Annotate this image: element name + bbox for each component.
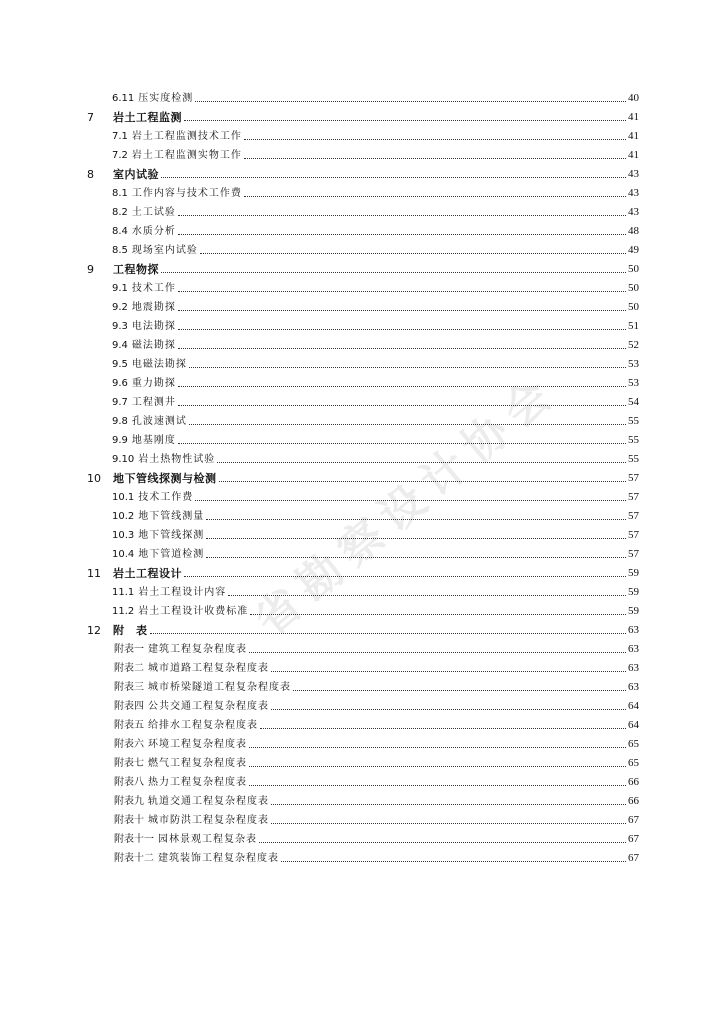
toc-entry[interactable] (114, 770, 639, 789)
toc-entry-page-number: 63 (628, 662, 639, 674)
toc-entry[interactable] (112, 124, 639, 143)
toc-entry[interactable] (114, 732, 639, 751)
toc-dot-leader (189, 366, 626, 368)
toc-entry-page-number: 57 (628, 491, 639, 503)
toc-entry-title: 地震勘探 (131, 302, 176, 313)
toc-dot-leader (281, 860, 626, 862)
toc-entry-page-number: 41 (628, 130, 639, 142)
toc-entry[interactable] (112, 143, 639, 162)
toc-entry-number: 附表二 (114, 663, 144, 674)
toc-entry-number: 9.3 (112, 321, 128, 332)
toc-entry-page-number: 64 (628, 700, 639, 712)
toc-entry-page-number: 67 (628, 852, 639, 864)
toc-entry-page-number: 51 (628, 320, 639, 332)
toc-entry-number: 10.2 (112, 511, 135, 522)
toc-dot-leader (293, 689, 626, 691)
toc-entry-page-number: 41 (628, 149, 639, 161)
toc-dot-leader (178, 404, 626, 406)
toc-entry-number: 9.2 (112, 302, 128, 313)
toc-entry-number: 附表六 (114, 739, 144, 750)
toc-entry[interactable] (114, 751, 639, 770)
toc-entry-title: 电磁法勘探 (131, 359, 187, 370)
toc-entry[interactable] (112, 504, 639, 523)
toc-dot-leader (217, 461, 626, 463)
toc-dot-leader (249, 765, 626, 767)
toc-entry-title: 岩土工程设计收费标准 (138, 606, 249, 617)
toc-entry-number: 10 (87, 472, 101, 485)
toc-entry-number: 9.9 (112, 435, 128, 446)
toc-entry-title: 地下管道检测 (138, 549, 205, 560)
toc-entry-page-number: 53 (628, 377, 639, 389)
toc-entry-title: 工程物探 (113, 263, 159, 276)
toc-entry-number: 附表三 (114, 682, 144, 693)
toc-entry-page-number: 63 (628, 624, 639, 636)
toc-entry[interactable] (114, 827, 639, 846)
toc-dot-leader (244, 195, 626, 197)
toc-entry[interactable] (112, 295, 639, 314)
toc-entry[interactable] (87, 618, 639, 637)
toc-entry-number: 附表八 (114, 777, 144, 788)
toc-entry[interactable] (87, 257, 639, 276)
toc-dot-leader (271, 670, 626, 672)
toc-entry-page-number: 57 (628, 548, 639, 560)
toc-entry-page-number: 66 (628, 776, 639, 788)
toc-entry-title: 技术工作 (131, 283, 176, 294)
toc-entry-number: 9 (87, 263, 94, 276)
toc-entry-number: 6.11 (112, 93, 135, 104)
toc-entry-number: 11.1 (112, 587, 135, 598)
toc-entry-page-number: 59 (628, 567, 639, 579)
toc-entry-title: 磁法勘探 (131, 340, 176, 351)
toc-entry[interactable] (112, 409, 639, 428)
toc-entry-title: 岩土工程监测技术工作 (131, 131, 242, 142)
toc-entry-number: 附表四 (114, 701, 144, 712)
toc-entry-number: 附表一 (114, 644, 144, 655)
toc-entry[interactable] (112, 485, 639, 504)
toc-dot-leader (150, 632, 627, 634)
toc-dot-leader (178, 290, 626, 292)
toc-entry-title: 现场室内试验 (131, 245, 198, 256)
toc-entry-page-number: 57 (628, 472, 639, 484)
toc-entry-number: 8 (87, 168, 94, 181)
toc-entry-number: 9.8 (112, 416, 128, 427)
toc-entry[interactable] (112, 447, 639, 466)
toc-entry-page-number: 40 (628, 92, 639, 104)
toc-entry-number: 10.1 (112, 492, 135, 503)
toc-entry-number: 附表五 (114, 720, 144, 731)
toc-entry-number: 附表十二 (114, 853, 154, 864)
toc-entry-number: 附表十一 (114, 834, 154, 845)
toc-entry[interactable] (112, 371, 639, 390)
toc-entry-page-number: 65 (628, 757, 639, 769)
toc-entry-page-number: 67 (628, 833, 639, 845)
toc-entry-page-number: 43 (628, 187, 639, 199)
toc-entry-title: 孔波速测试 (131, 416, 187, 427)
toc-entry[interactable] (114, 789, 639, 808)
toc-entry[interactable] (112, 200, 639, 219)
toc-dot-leader (178, 309, 626, 311)
toc-dot-leader (178, 347, 626, 349)
toc-entry-number: 10.4 (112, 549, 135, 560)
toc-dot-leader (161, 176, 626, 178)
toc-entry[interactable] (114, 656, 639, 675)
toc-entry-title: 压实度检测 (138, 93, 194, 104)
toc-entry-page-number: 50 (628, 301, 639, 313)
toc-entry-number: 10.3 (112, 530, 135, 541)
toc-entry[interactable] (114, 846, 639, 865)
toc-entry-title: 电法勘探 (131, 321, 176, 332)
toc-entry-page-number: 53 (628, 358, 639, 370)
toc-dot-leader (206, 556, 626, 558)
toc-entry-title: 岩土工程设计 (113, 567, 182, 580)
toc-entry-number: 12 (87, 624, 101, 637)
toc-entry-page-number: 65 (628, 738, 639, 750)
toc-entry-title: 燃气工程复杂程度表 (148, 758, 247, 769)
toc-entry-page-number: 59 (628, 605, 639, 617)
toc-dot-leader (249, 746, 626, 748)
toc-entry-number: 7.1 (112, 131, 128, 142)
toc-dot-leader (244, 157, 626, 159)
toc-entry-title: 技术工作费 (138, 492, 194, 503)
toc-entry[interactable] (112, 542, 639, 561)
toc-entry-page-number: 50 (628, 263, 639, 275)
toc-entry[interactable] (112, 181, 639, 200)
toc-entry-number: 附表七 (114, 758, 144, 769)
toc-entry-title: 城市桥梁隧道工程复杂程度表 (148, 682, 291, 693)
toc-entry-page-number: 54 (628, 396, 639, 408)
toc-entry-title: 室内试验 (113, 168, 159, 181)
toc-entry[interactable] (114, 808, 639, 827)
toc-entry[interactable] (112, 523, 639, 542)
toc-entry-page-number: 43 (628, 168, 639, 180)
toc-entry[interactable] (112, 276, 639, 295)
toc-entry-title: 地下管线探测与检测 (113, 472, 217, 485)
toc-entry-number: 附表十 (114, 815, 144, 826)
toc-dot-leader (189, 423, 626, 425)
toc-entry-page-number: 63 (628, 643, 639, 655)
toc-entry[interactable] (112, 238, 639, 257)
toc-entry[interactable] (114, 713, 639, 732)
toc-entry-page-number: 50 (628, 282, 639, 294)
toc-entry-title: 水质分析 (131, 226, 176, 237)
toc-entry-page-number: 52 (628, 339, 639, 351)
toc-entry-number: 9.6 (112, 378, 128, 389)
toc-entry[interactable] (87, 466, 639, 485)
toc-entry-title: 重力勘探 (131, 378, 176, 389)
toc-entry-number: 9.5 (112, 359, 128, 370)
toc-entry-number: 9.1 (112, 283, 128, 294)
toc-dot-leader (161, 271, 626, 273)
toc-entry-title: 城市道路工程复杂程度表 (148, 663, 269, 674)
toc-entry-page-number: 66 (628, 795, 639, 807)
toc-entry-page-number: 67 (628, 814, 639, 826)
toc-entry-title: 城市防洪工程复杂程度表 (148, 815, 269, 826)
toc-dot-leader (206, 537, 626, 539)
toc-entry-page-number: 57 (628, 510, 639, 522)
toc-entry-title: 地下管线测量 (138, 511, 205, 522)
toc-entry-page-number: 59 (628, 586, 639, 598)
toc-entry-title: 岩土工程设计内容 (138, 587, 227, 598)
toc-entry-title: 岩土工程监测实物工作 (131, 150, 242, 161)
toc-entry[interactable] (112, 390, 639, 409)
toc-entry-title: 岩土工程监测 (113, 111, 182, 124)
toc-dot-leader (184, 575, 626, 577)
toc-dot-leader (178, 328, 626, 330)
toc-dot-leader (184, 119, 626, 121)
toc-entry-title: 环境工程复杂程度表 (148, 739, 247, 750)
toc-entry-page-number: 41 (628, 111, 639, 123)
toc-entry-page-number: 57 (628, 529, 639, 541)
toc-entry[interactable] (87, 162, 639, 181)
toc-entry[interactable] (114, 637, 639, 656)
toc-entry[interactable] (112, 599, 639, 618)
toc-entry[interactable] (87, 561, 639, 580)
toc-entry-number: 8.4 (112, 226, 128, 237)
toc-entry-title: 园林景观工程复杂表 (158, 834, 257, 845)
toc-dot-leader (250, 613, 626, 615)
toc-entry[interactable] (112, 219, 639, 238)
toc-entry-number: 7.2 (112, 150, 128, 161)
toc-entry-title: 岩土热物性试验 (138, 454, 216, 465)
toc-entry-title: 建筑装饰工程复杂程度表 (158, 853, 279, 864)
toc-dot-leader (260, 727, 626, 729)
toc-entry-title: 土工试验 (131, 207, 176, 218)
toc-entry-title: 公共交通工程复杂程度表 (148, 701, 269, 712)
toc-entry-number: 9.4 (112, 340, 128, 351)
toc-entry-number: 7 (87, 111, 94, 124)
toc-dot-leader (219, 480, 627, 482)
toc-entry-number: 8.5 (112, 245, 128, 256)
toc-dot-leader (271, 822, 626, 824)
toc-entry-page-number: 43 (628, 206, 639, 218)
toc-entry-title: 热力工程复杂程度表 (148, 777, 247, 788)
toc-entry-title: 建筑工程复杂程度表 (148, 644, 247, 655)
toc-dot-leader (178, 214, 626, 216)
toc-dot-leader (228, 594, 626, 596)
toc-entry-page-number: 63 (628, 681, 639, 693)
toc-dot-leader (259, 841, 626, 843)
toc-entry-number: 9.7 (112, 397, 128, 408)
toc-dot-leader (195, 100, 626, 102)
watermark-text: 省勘察设计协会 (245, 364, 569, 647)
toc-entry-page-number: 55 (628, 453, 639, 465)
toc-entry-title: 工程测井 (131, 397, 176, 408)
toc-dot-leader (244, 138, 626, 140)
toc-dot-leader (178, 385, 626, 387)
toc-entry[interactable] (87, 105, 639, 124)
toc-entry-page-number: 55 (628, 434, 639, 446)
toc-dot-leader (178, 233, 626, 235)
toc-entry[interactable] (112, 580, 639, 599)
toc-entry[interactable] (112, 333, 639, 352)
toc-entry-number: 11 (87, 567, 101, 580)
toc-entry-page-number: 55 (628, 415, 639, 427)
toc-entry-title: 附 表 (113, 624, 148, 637)
toc-dot-leader (200, 252, 626, 254)
toc-entry-number: 8.2 (112, 207, 128, 218)
toc-entry-number: 8.1 (112, 188, 128, 199)
toc-entry-title: 地基刚度 (131, 435, 176, 446)
toc-dot-leader (271, 803, 626, 805)
toc-entry-page-number: 49 (628, 244, 639, 256)
toc-entry[interactable] (114, 694, 639, 713)
toc-entry-title: 工作内容与技术工作费 (131, 188, 242, 199)
toc-dot-leader (249, 784, 626, 786)
toc-dot-leader (206, 518, 626, 520)
toc-dot-leader (249, 651, 626, 653)
toc-entry-number: 9.10 (112, 454, 135, 465)
toc-entry[interactable] (112, 314, 639, 333)
toc-dot-leader (271, 708, 626, 710)
toc-entry[interactable] (112, 86, 639, 105)
toc-entry-title: 地下管线探测 (138, 530, 205, 541)
toc-entry-title: 给排水工程复杂程度表 (148, 720, 258, 731)
toc-dot-leader (195, 499, 626, 501)
toc-entry[interactable] (112, 352, 639, 371)
toc-entry-number: 附表九 (114, 796, 144, 807)
toc-entry-number: 11.2 (112, 606, 135, 617)
toc-entry-title: 轨道交通工程复杂程度表 (148, 796, 269, 807)
toc-entry-page-number: 48 (628, 225, 639, 237)
toc-entry[interactable] (114, 675, 639, 694)
toc-entry-page-number: 64 (628, 719, 639, 731)
toc-entry[interactable] (112, 428, 639, 447)
toc-dot-leader (178, 442, 626, 444)
